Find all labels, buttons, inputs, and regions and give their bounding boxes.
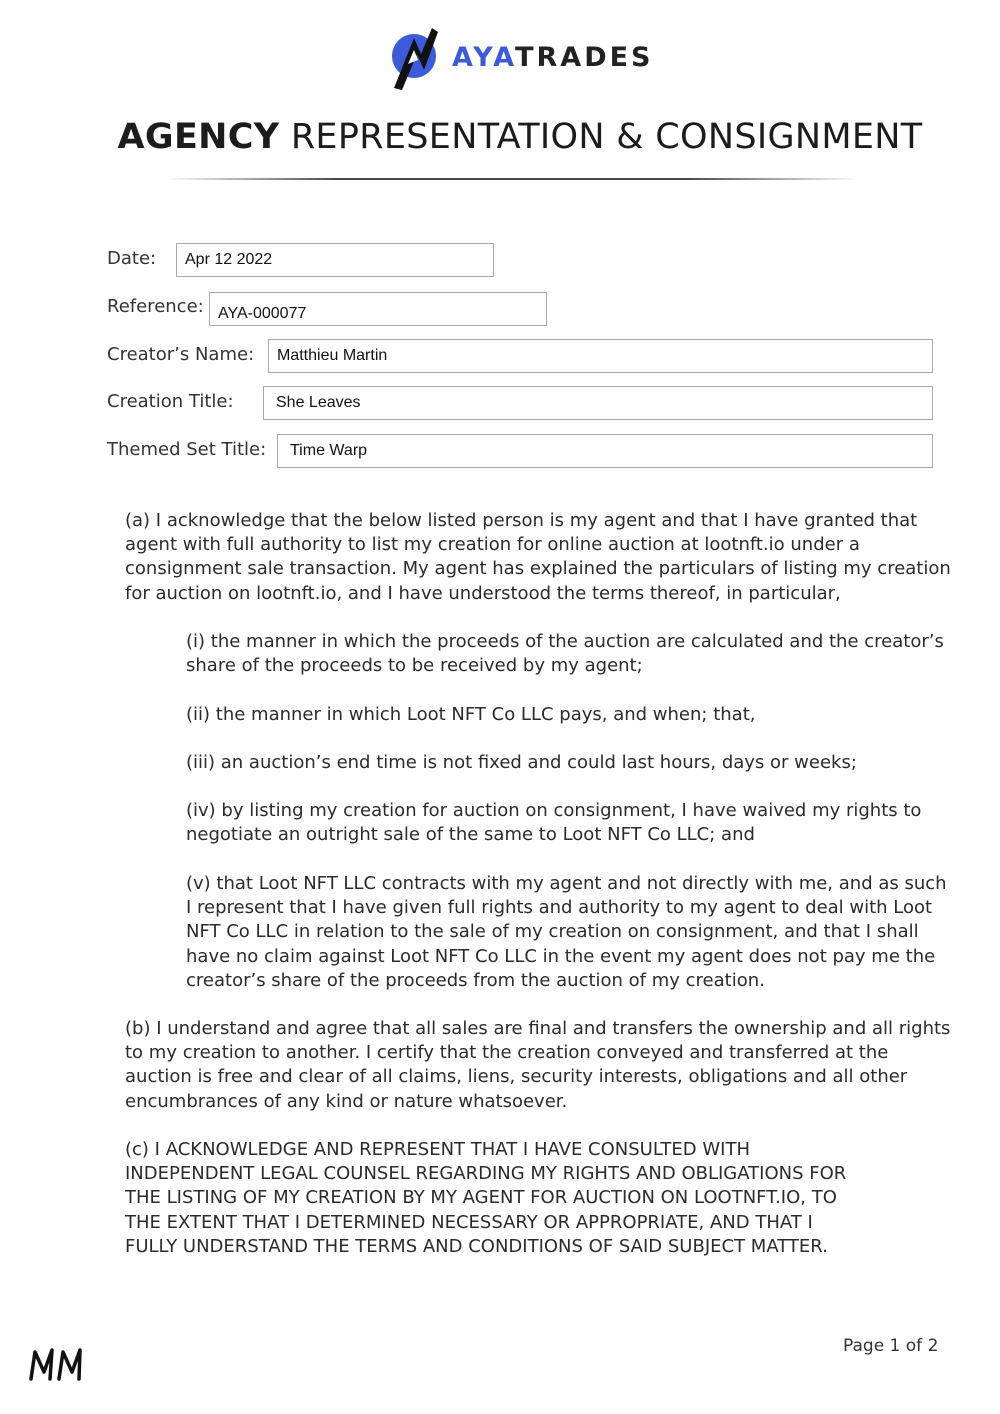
clause-iv-line: negotiate an outright sale of the same to Loot NFT Co LLC; and (186, 824, 755, 846)
clause-c-line: THE LISTING OF MY CREATION BY MY AGENT FOR AUCTION ON LOOTNFT.IO, TO (125, 1187, 837, 1209)
clause-c-line: THE EXTENT THAT I DETERMINED NECESSARY OR APPROPRIATE, AND THAT I (125, 1211, 813, 1233)
clause-b-line: (b) I understand and agree that all sales are final and transfers the ownership and all rights (125, 1018, 951, 1039)
creation-title-field[interactable]: She Leaves (263, 386, 933, 420)
clause-a (125, 509, 951, 606)
logo-wordmark-aya: AYA (452, 41, 516, 73)
clause-i-line: share of the proceeds to be received by my agent; (186, 655, 643, 677)
clause-v-line: have no claim against Loot NFT Co LLC in the event my agent does not pay me the (186, 945, 936, 967)
clause-a-line: consignment sale transaction. My agent has explained the particulars of listing my creation (125, 558, 951, 580)
reference-label: Reference: (107, 296, 204, 317)
clause-iv (186, 799, 921, 847)
clause-c (125, 1138, 846, 1259)
document-title-bold: AGENCY (117, 117, 280, 157)
clause-c-line: INDEPENDENT LEGAL COUNSEL REGARDING MY RIGHTS AND OBLIGATIONS FOR (125, 1163, 847, 1185)
clause-iii-line: (iii) an auction’s end time is not fixed and could last hours, days or weeks; (186, 752, 857, 773)
clause-i-line: (i) the manner in which the proceeds of the auction are calculated and the creator’s (186, 631, 944, 652)
clause-c-line: (c) I ACKNOWLEDGE AND REPRESENT THAT I HAVE CONSULTED WITH (125, 1139, 750, 1160)
clause-v-line: (v) that Loot NFT LLC contracts with my agent and not directly with me, and as such (186, 873, 947, 894)
document-title (0, 117, 1000, 157)
clause-a-line: agent with full authority to list my creation for online auction at lootnft.io under a (125, 534, 860, 556)
clause-b-line: encumbrances of any kind or nature whatsoever. (125, 1090, 568, 1112)
clause-b (125, 1017, 950, 1114)
clause-v-line: NFT Co LLC in relation to the sale of my creation on consignment, and that I shall (186, 921, 919, 943)
title-divider (165, 178, 860, 180)
themed-set-title-label: Themed Set Title: (107, 439, 267, 460)
themed-set-title-field[interactable]: Time Warp (277, 434, 933, 468)
clause-ii-line: (ii) the manner in which Loot NFT Co LLC pays, and when; that, (186, 704, 756, 725)
logo-wordmark (452, 41, 654, 73)
clause-b-line: auction is free and clear of all claims, liens, security interests, obligations and all other (125, 1066, 908, 1088)
creator-name-label: Creator’s Name: (107, 344, 255, 365)
clause-v (186, 872, 947, 993)
creation-title-label: Creation Title: (107, 391, 234, 412)
document-title-rest: REPRESENTATION & CONSIGNMENT (279, 117, 923, 157)
clause-v-line: creator’s share of the proceeds from the auction of my creation. (186, 969, 765, 991)
logo-wordmark-trades: TRADES (515, 41, 654, 73)
date-field[interactable]: Apr 12 2022 (176, 243, 494, 277)
date-label: Date: (107, 248, 157, 269)
clause-b-line: to my creation to another. I certify that the creation conveyed and transferred at the (125, 1042, 889, 1064)
clause-ii (186, 703, 755, 727)
page-number: Page 1 of 2 (843, 1336, 939, 1356)
clause-iv-line: (iv) by listing my creation for auction on consignment, I have waived my rights to (186, 800, 922, 821)
clause-iii (186, 751, 857, 775)
reference-field[interactable]: AYA-000077 (209, 292, 547, 326)
handwritten-initials (28, 1346, 88, 1382)
clause-a-line: (a) I acknowledge that the below listed person is my agent and that I have granted that (125, 510, 918, 531)
clause-a-line: for auction on lootnft.io, and I have understood the terms thereof, in particular, (125, 582, 841, 604)
ayatrades-logo-icon (388, 24, 440, 90)
company-logo (388, 24, 654, 90)
clause-c-line: FULLY UNDERSTAND THE TERMS AND CONDITIONS OF SAID SUBJECT MATTER. (125, 1235, 828, 1257)
creator-name-field[interactable]: Matthieu Martin (268, 339, 933, 373)
clause-v-line: I represent that I have given full rights and authority to my agent to deal with Loot (186, 897, 933, 919)
clause-i (186, 630, 944, 678)
